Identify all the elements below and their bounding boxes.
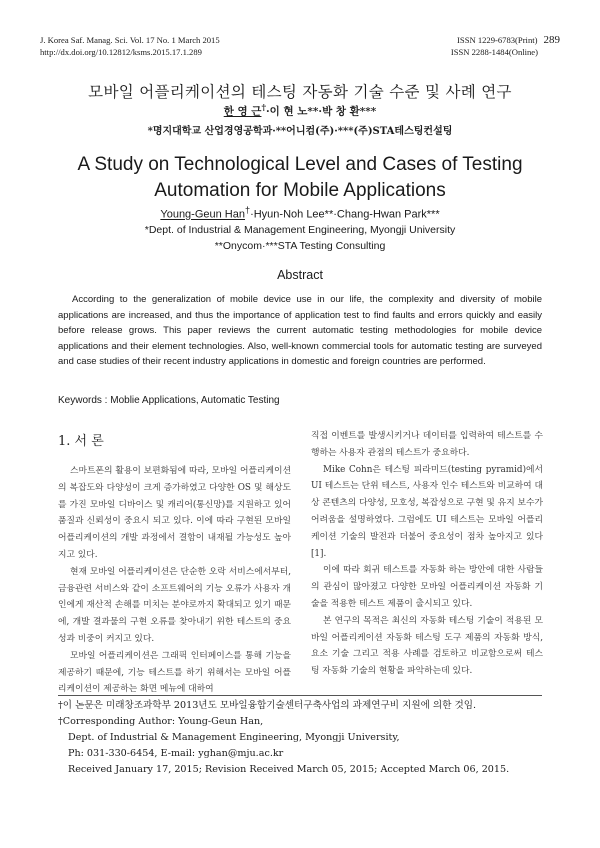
english-authors bbox=[0, 205, 600, 221]
english-corresponding-author: Young-Geun Han bbox=[160, 208, 245, 221]
right-column bbox=[311, 428, 543, 680]
footnotes bbox=[58, 698, 558, 778]
author-department: Dept. of Industrial & Management Engineering, Myongji University, bbox=[68, 732, 400, 743]
page-number: 289 bbox=[543, 34, 560, 46]
abstract-heading: Abstract bbox=[277, 268, 323, 282]
journal-citation: J. Korea Saf. Manag. Sci. Vol. 17 No. 1 March 2015 bbox=[40, 35, 220, 45]
corresponding-author-note: †Corresponding Author: Young-Geun Han, bbox=[58, 716, 264, 727]
issn-print: ISSN 1229-6783(Print) bbox=[457, 35, 538, 45]
english-corresponding-mark: † bbox=[244, 205, 251, 215]
paragraph: 모바일 어플리케이션은 그래픽 인터페이스를 통해 기능을 제공하기 때문에, 기능 테스트를 하기 위해서는 모바일 어플리케이션이 제공하는 화면 메뉴에 대하여 bbox=[58, 650, 291, 695]
english-coauthors: ·Hyun-Noh Lee**·Chang-Hwan Park*** bbox=[250, 208, 440, 221]
abstract-text: According to the generalization of mobile device use in our life, the complexity and diversity of mobile applications are increased, and thus the importance of application test to find faults and errors quickly and easily before release grows. This paper reviews the current automatic testing methodologies for mobile device applications and their element technologies. Also, well-known commercial tools for automatic testing are surveyed and case studies of their recent industry applications in domestic and foreign countries are performed. bbox=[58, 294, 542, 368]
english-affiliation-line2: **Onycom·***STA Testing Consulting bbox=[214, 240, 386, 252]
english-affiliation bbox=[0, 222, 600, 254]
paragraph: Mike Cohn은 테스팅 피라미드(testing pyramid)에서 UI 테스트는 단위 테스트, 사용자 인수 테스트와 비교하여 대상 콘텐츠의 다양성, 모호성, 복잡성으로 구현 및 유지 보수가 어려움을 설명하였다. 그럼에도 UI 테스트는 모바일 어플리케이션 기술의 발전과 더불어 중요성이 점차 높아지고 있다[1]. bbox=[311, 464, 543, 559]
abstract-body bbox=[58, 292, 542, 370]
korean-authors bbox=[0, 103, 600, 119]
korean-affiliation: *명지대학교 산업경영공학과·**어니컴(주)·***(주)STA테스팅컨설팅 bbox=[147, 126, 453, 137]
footnote-divider bbox=[58, 695, 542, 696]
doi-link[interactable]: http://dx.doi.org/10.12812/ksms.2015.17.1.289 bbox=[40, 47, 202, 57]
paragraph: 스마트폰의 활용이 보편화됨에 따라, 모바일 어플리케이션의 복잡도와 다양성이 크게 증가하였고 다양한 OS 및 해상도를 가진 모바일 디바이스 및 캐리어(통신망)를 지원하고 있어 품질과 신뢰성이 중요시 되고 있다. 이에 따라 구현된 모바일 어플리케이션의 개발 과정에서 결함이 내재될 가능성도 높아지고 있다. bbox=[58, 466, 291, 560]
korean-title: 모바일 어플리케이션의 테스팅 자동화 기술 수준 및 사례 연구 bbox=[88, 83, 512, 101]
section-heading: 1. 서 론 bbox=[58, 434, 104, 449]
paragraph: 직접 이벤트를 발생시키거나 데이터를 입력하여 테스트를 수행하는 사용자 관점의 테스트가 중요하다. bbox=[311, 431, 543, 458]
english-title bbox=[0, 152, 600, 204]
english-affiliation-line1: *Dept. of Industrial & Management Engineering, Myongji University bbox=[144, 224, 456, 236]
received-dates: Received January 17, 2015; Revision Received March 05, 2015; Accepted March 06, 2015. bbox=[68, 764, 510, 775]
author-contact: Ph: 031-330-6454, E-mail: yghan@mju.ac.kr bbox=[68, 748, 284, 759]
english-title-line2: Automation for Mobile Applications bbox=[154, 180, 446, 201]
korean-corresponding-author: 한 영 근 bbox=[223, 105, 262, 118]
paragraph: 본 연구의 목적은 최신의 자동화 테스팅 기술이 적용된 모바일 어플리케이션 자동화 테스팅 도구 제품의 자동화 방식, 요소 기술 그리고 적용 사례를 검토하고 비교함으로써 테스팅 자동화 기술의 현황을 파악하는데 있다. bbox=[311, 615, 543, 677]
paragraph: 현재 모바일 어플리케이션은 단순한 오락 서비스에서부터, 금융관련 서비스와 같이 소프트웨어의 기능 오류가 사용자 개인에게 재산적 손해를 미치는 분야로까지 확대되고 있기 때문에, 개발 결과물의 구현 오류를 찾아내기 위한 테스트의 중요성과 비중이 커지고 있다. bbox=[58, 566, 291, 644]
paragraph: 이에 따라 회귀 테스트를 자동화 하는 방안에 대한 사람들의 관심이 많아졌고 다양한 모바일 어플리케이션 자동화 기술을 적용한 테스트 제품이 출시되고 있다. bbox=[311, 565, 543, 609]
running-header-left bbox=[40, 34, 220, 58]
corresponding-mark: † bbox=[261, 103, 267, 113]
issn-online: ISSN 2288-1484(Online) bbox=[450, 47, 538, 57]
left-column bbox=[58, 463, 291, 698]
funding-note: †이 논문은 미래창조과학부 2013년도 모바일융합기술센터구축사업의 과제연구비 지원에 의한 것임. bbox=[58, 700, 477, 711]
english-title-line1: A Study on Technological Level and Cases of Testing bbox=[77, 154, 523, 175]
running-header-right bbox=[451, 34, 560, 58]
keywords: Keywords : Moblie Applications, Automatic Testing bbox=[58, 395, 280, 406]
korean-coauthors: ·이 현 노**·박 창 환*** bbox=[266, 105, 377, 118]
